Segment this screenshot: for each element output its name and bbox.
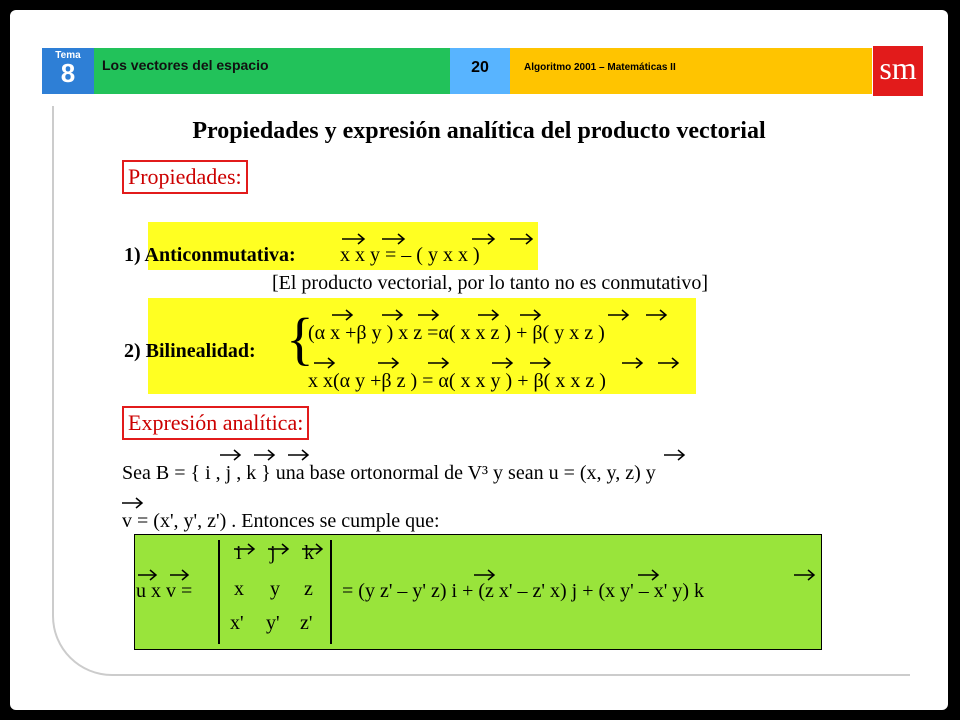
prop2-line1: (α x +β y ) x z =α( x x z ) + β( y x z ): [308, 322, 605, 344]
prop1-note: [El producto vectorial, por lo tanto no es conmutativo]: [272, 272, 708, 294]
prop2-line1-arrows: [308, 308, 688, 322]
page-title: Propiedades y expresión analítica del producto vectorial: [192, 118, 766, 144]
det-unit-arrows: [230, 542, 330, 556]
page-badge: [450, 48, 510, 94]
cross-product-lhs: u x v =: [136, 580, 193, 602]
lhs-arrows: [136, 568, 196, 582]
prop2-brace: {: [286, 306, 314, 371]
book-title: Algoritmo 2001 – Matemáticas II: [524, 62, 676, 73]
sentence-basis: Sea B = { i , j , k } una base ortonormal de V³ y sean u = (x, y, z) y: [122, 462, 656, 484]
det-cell-y: y: [270, 578, 280, 600]
section-expression: Expresión analítica:: [122, 406, 309, 440]
det-cell-k: k: [304, 542, 314, 564]
prop2-line2-arrows: [308, 356, 688, 370]
tema-label: Tema: [55, 50, 81, 61]
chapter-title: Los vectores del espacio: [102, 57, 269, 73]
basis-arrows: [210, 448, 710, 462]
det-cell-i: i: [236, 542, 242, 564]
det-cell-z: z: [304, 578, 313, 600]
chapter-bar: [94, 48, 450, 94]
publisher-logo: sm: [873, 46, 923, 96]
page-number: 20: [471, 59, 489, 76]
prop1-vector-arrows: [340, 232, 540, 246]
det-cell-x-prime: x': [230, 612, 244, 634]
prop1-formula: x x y = – ( y x x ): [340, 244, 480, 266]
det-cell-x: x: [234, 578, 244, 600]
slide: [10, 10, 948, 710]
det-cell-j: j: [270, 542, 276, 564]
v-arrow: [120, 496, 150, 510]
det-cell-y-prime: y': [266, 612, 280, 634]
section-properties: Propiedades:: [122, 160, 248, 194]
prop1-label: 1) Anticonmutativa:: [124, 244, 296, 266]
det-cell-z-prime: z': [300, 612, 313, 634]
tema-number: 8: [60, 58, 76, 88]
sentence-vector-v: v = (x', y', z') . Entonces se cumple que:: [122, 510, 440, 532]
cross-product-rhs: = (y z' – y' z) i + (z x' – z' x) j + (x y' – x' y) k: [342, 580, 705, 602]
prop2-line2: x x(α y +β z ) = α( x x y ) + β( x x z ): [308, 370, 606, 392]
rhs-arrows: [470, 568, 820, 582]
book-bar: [510, 48, 872, 94]
prop2-label: 2) Bilinealidad:: [124, 340, 256, 362]
tema-badge: [42, 48, 94, 94]
